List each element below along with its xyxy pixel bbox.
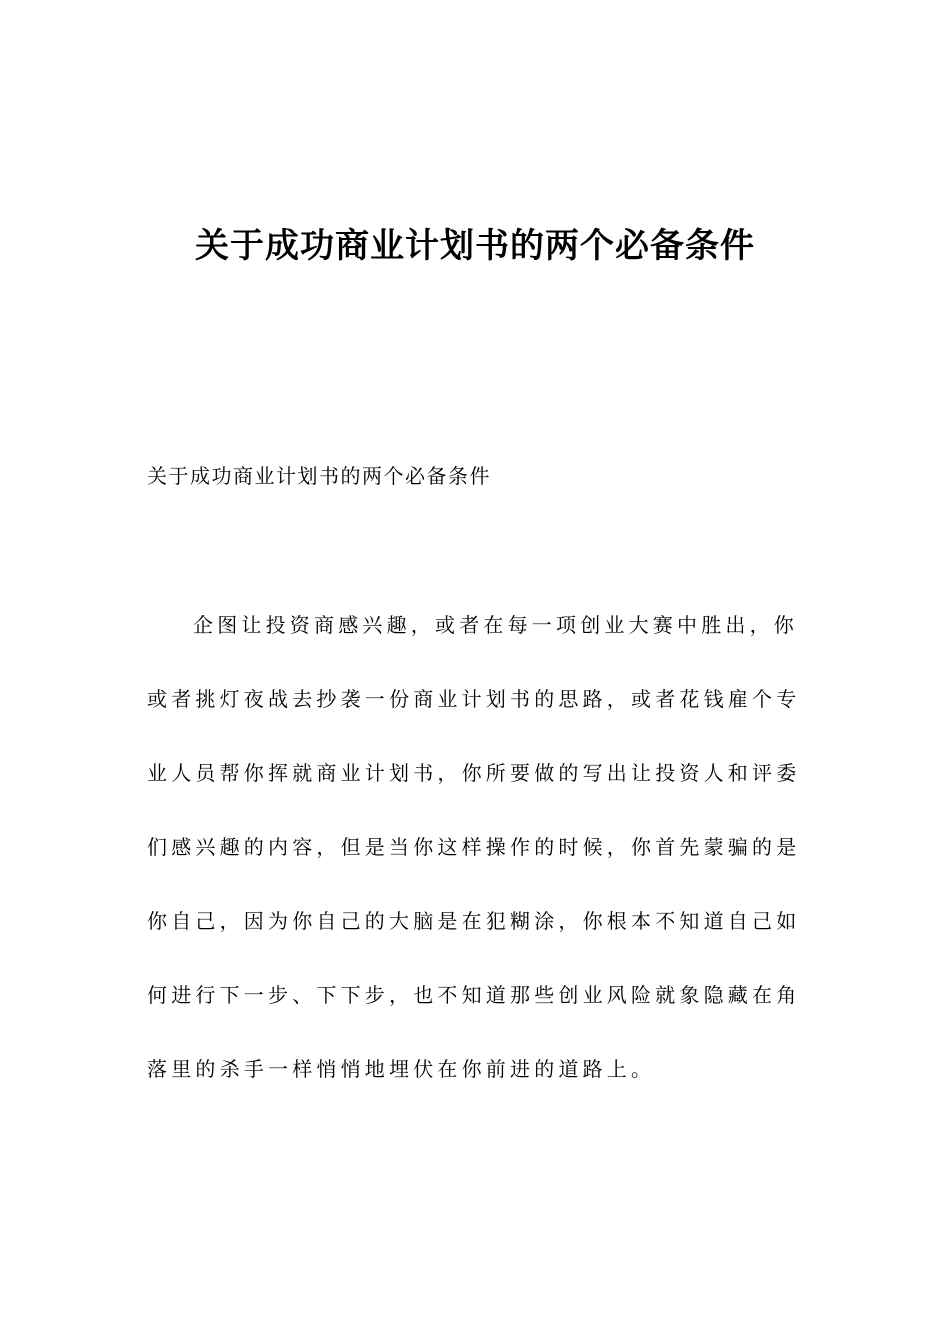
paragraph-line: 们感兴趣的内容，但是当你这样操作的时候，你首先蒙骗的是	[147, 835, 801, 859]
body-paragraph	[147, 609, 807, 1127]
document-title: 关于成功商业计划书的两个必备条件	[195, 226, 755, 266]
paragraph-line: 业人员帮你挥就商业计划书，你所要做的写出让投资人和评委	[147, 761, 801, 785]
paragraph-line: 你自己，因为你自己的大脑是在犯糊涂，你根本不知道自己如	[147, 909, 801, 933]
paragraph-line: 何进行下一步、下下步，也不知道那些创业风险就象隐藏在角	[147, 983, 801, 1007]
paragraph-line: 企图让投资商感兴趣，或者在每一项创业大赛中胜出，你	[193, 613, 798, 637]
paragraph-line: 落里的杀手一样悄悄地埋伏在你前进的道路上。	[147, 1057, 656, 1081]
document-subtitle: 关于成功商业计划书的两个必备条件	[147, 464, 491, 488]
paragraph-line: 或者挑灯夜战去抄袭一份商业计划书的思路，或者花钱雇个专	[147, 687, 801, 711]
